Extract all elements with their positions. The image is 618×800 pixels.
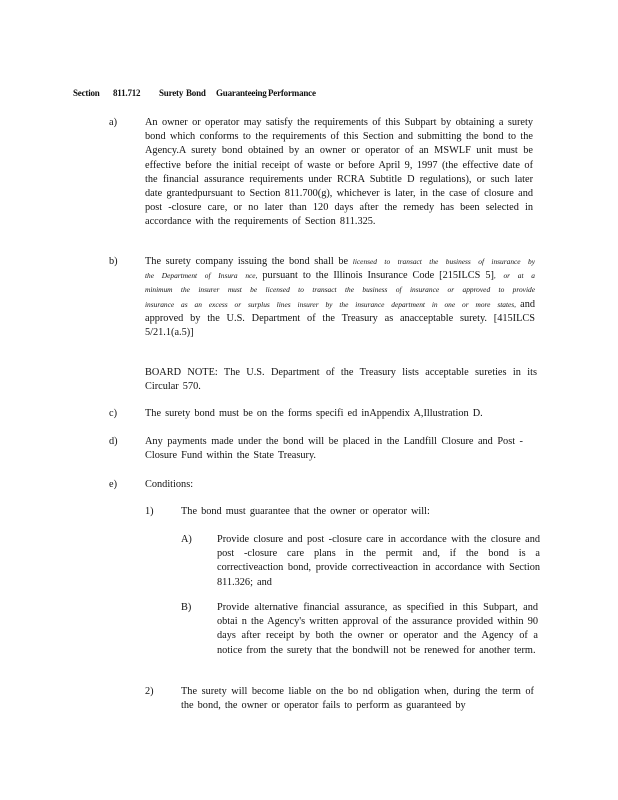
- heading-title-word: Bond: [186, 88, 206, 98]
- subsection-b-text-part: and approved by the U.S. Department of the Treasury as anacceptable surety. [415ILCS 5/21.1(a.5)]: [145, 298, 535, 339]
- item-1b-text: Provide alternative financial assurance, as specified in this Subpart, and obtai n the Agency's written approval of the assurance provided within 90 days after receipt by both the owner or operator and the Agency of a notice from the surety that the bondwill not be renewed for another term.: [217, 602, 538, 656]
- item-1-text: The bond must guarantee that the owner or operator will:: [181, 506, 430, 517]
- subsection-e-label: e): [109, 479, 117, 490]
- heading-title-word: Surety: [159, 88, 184, 98]
- heading-title-word: Performance: [268, 88, 316, 98]
- subsection-b-text: [145, 255, 535, 340]
- subsection-b-text-part: pursuant to the Illinois Insurance Code [215ILCS 5]: [262, 270, 494, 282]
- item-1a-text: Provide closure and post -closure care in accordance with the closure and post -closure care plans in the permit and, if the bond is a correctiveaction bond, provide correctiveaction in accordance with Section 811.326; and: [217, 534, 540, 588]
- subsection-e-text: Conditions:: [145, 479, 194, 490]
- item-1-label: 1): [145, 506, 154, 517]
- subsection-a-text: An owner or operator may satisfy the requirements of this Subpart by obtaining a surety bond which conforms to the requirements of this Section and submitting the bond to the Agency.A surety bond obtained by an owner or operator of an MSWLF unit must be effective before the initial receipt of waste or before April 9, 1997 (the effective date of the financial assurance requirements under RCRA Subtitle D regulations), or such later date grantedpursuant to Section 811.700(g), whichever is later, in the case of closure and post -closure care, or no later than 120 days after the remedy has been selected in accordance with the requirements of Section 811.325.: [145, 117, 533, 228]
- heading-section-number: 811.712: [113, 88, 141, 98]
- subsection-d-label: d): [109, 436, 118, 447]
- subsection-c-text: The surety bond must be on the forms specifi ed inAppendix A,Illustration D.: [145, 408, 483, 419]
- heading-section-label: Section: [73, 88, 100, 98]
- subsection-b-text-part: The surety company issuing the bond shall be: [145, 256, 349, 267]
- item-1b-label: B): [181, 602, 192, 613]
- subsection-b-small-text: , or at a minimum the insurer must be licensed to transact the business of insurance or approved to provide insurance as an excess or surplus lines insurer by the insurance department in one or more states,: [145, 271, 535, 309]
- section-heading: [73, 88, 393, 98]
- subsection-d-text: Any payments made under the bond will be placed in the Landfill Closure and Post -Closure Fund within the State Treasury.: [145, 436, 523, 462]
- subsection-b-small-text: licensed to transact the business of insurance by the Department of Insura nce,: [145, 257, 535, 281]
- subsection-c-label: c): [109, 408, 117, 419]
- item-1a-label: A): [181, 534, 192, 545]
- item-2-label: 2): [145, 686, 154, 697]
- subsection-a-label: a): [109, 117, 117, 128]
- board-note: BOARD NOTE: The U.S. Department of the Treasury lists acceptable sureties in its Circular 570.: [145, 367, 537, 393]
- item-2-text: The surety will become liable on the bo nd obligation when, during the term of the bond, the owner or operator fails to perform as guaranteed by: [181, 686, 534, 712]
- subsection-b-label: b): [109, 256, 118, 267]
- heading-title-word: Guaranteeing: [216, 88, 267, 98]
